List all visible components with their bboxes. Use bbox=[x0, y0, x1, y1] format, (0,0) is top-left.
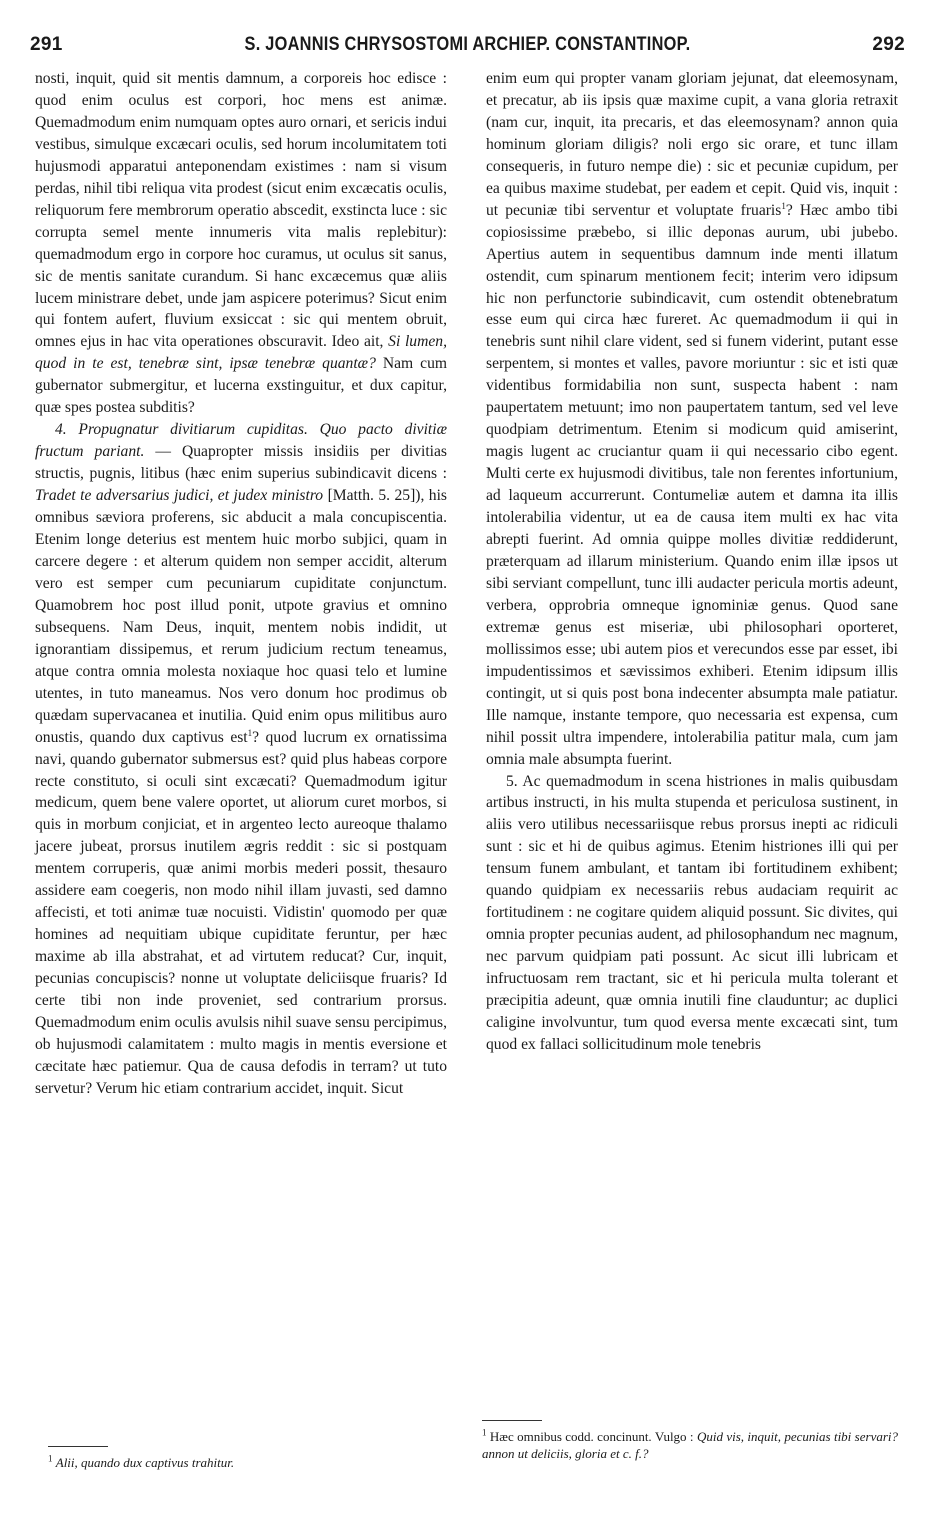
page-number-right: 292 bbox=[872, 34, 905, 55]
right-paragraph-2 bbox=[486, 771, 898, 1056]
footnote-text: Hæc omnibus codd. concinunt. Vulgo : bbox=[489, 1429, 697, 1444]
section-heading: 4. Propugnatur divitiarum cupiditas. Quo pacto divitiæ fructum pariant. bbox=[35, 421, 447, 461]
text-run: enim eum qui propter vanam gloriam jejunat, dat eleemosynam, et precatur, ab iis ipsis quæ maxime cupit, a vana gloria retraxit (nam cur, inquit, ita precaris, et das eleemosynam? annon quia hominum gloriam diligis? noli ergo sic orare, et tunc illam consequeris, in futuro nempe die) : sic et pecuniæ cupidum, per ea quibus maxime studebat, per eadem et cepit. Quid vis, inquit : ut pecuniæ tibi serventur et voluptate fruaris bbox=[486, 70, 898, 219]
text-run: nosti, inquit, quid sit mentis damnum, a corporeis hoc edisce : quod enim oculus est corpori, hoc mens est animæ. Quemadmodum enim numquam optes auro ornari, et sericis indui vestibus, simulque excæcari oculis, sed horum incolumitatem toti hujusmodi apparatui anteponendam existimes : nam si visum perdas, nihil tibi reliqua vita prodest (sicut enim excæcatis oculis, reliquorum fere membrorum operatio abscedit, exstincta luce : sic corrupta semel mente innumeris vita malis replebitur): quemadmodum ergo in corpore hoc curamus, ut oculus sit sanus, sic de mentis sanitate curandum. Si hanc excæcemus quæ aliis lucem ministrare debet, unde jam aspicere poterimus? Sicut enim qui fontem aufert, fluvium exsiccat : sic qui mentem obruit, omnes ejus in hac vita operationes obscuravit. Ideo ait, bbox=[35, 70, 447, 351]
page-number-left: 291 bbox=[30, 34, 63, 55]
footnote-marker: 1 bbox=[781, 200, 786, 211]
footnote-marker: 1 bbox=[48, 1453, 53, 1464]
left-column bbox=[35, 68, 447, 1100]
footnote-marker: 1 bbox=[482, 1427, 487, 1438]
footnote-right bbox=[482, 1428, 898, 1462]
text-run: ? quod lucrum ex ornatissima navi, quando gubernator submersus est? quid plus habeas corpore recte constituto, si oculi sint excæcati? Quemadmodum igitur medicum, quem bene valere oportet, ut aliorum curet morbos, si quis in morbum conjiciat, et in argenteo lecto aureoque thalamo jacere jubeat, prorsus inutilem ægris reddit : sic si postquam mentem corruperis, quæ animi morbis mederi possit, thesauro assidere eam coegeris, non modo nihil illam juvasti, sed damno affecisti, et toti animæ tuæ nocuisti. Vidistin' quomodo per quæ homines ad nequitiam ubique cupiditate feruntur, per hæc maxime ab illa abstrahat, et ad virtutem reducat? Cur, inquit, pecunias concupiscis? nonne ut voluptate deliciisque fruaris? Id certe tibi non inde proveniet, sed contrarium prorsus. Quemadmodum enim oculis avulsis nihil suave sensu percipimus, ob hujusmodi calamitatem : multo magis in mentis eversione et cæcitate hæc patiemur. Qua de causa defodis in terram? ut tuto servetur? Verum hic etiam contrarium accidet, inquit. Sicut bbox=[35, 728, 447, 1097]
footnote-rule-right bbox=[482, 1420, 542, 1421]
left-paragraph-1 bbox=[35, 68, 447, 419]
text-run: — Quapropter missis insidiis per divitias structis, pugnis, litibus (hæc enim superius subindicavit dicens : bbox=[35, 443, 447, 483]
running-title: S. JOANNIS CHRYSOSTOMI ARCHIEP. CONSTANTINOP. bbox=[244, 34, 691, 55]
footnote-marker: 1 bbox=[247, 727, 253, 738]
right-paragraph-1 bbox=[486, 68, 898, 771]
text-run: Nam cum gubernator submergitur, et lucerna exstinguitur, et dux capitur, quæ spes postea subditis? bbox=[35, 355, 447, 417]
footnote-variant: Quid vis, inquit, pecunias tibi servari? annon ut deliciis, gloria et c. f.? bbox=[482, 1429, 899, 1461]
left-paragraph-2 bbox=[35, 419, 447, 1100]
scripture-quote: Tradet te adversarius judici, et judex ministro bbox=[35, 487, 324, 505]
footnote-text: Alii, quando dux captivus trahitur. bbox=[55, 1455, 235, 1470]
text-run: ), his omnibus sæviora proferens, sic abducit a mala concupiscentia. Etenim longe deterius est mentem huic morbo subjici, quam in carcere degere : et alterum quidem non semper accidit, alterum vero est semper cum pecuniarum cupiditate conjunctum. Quamobrem hoc post illud ponit, utpote gravius et omnino subsequens. Nam Deus, inquit, mentem nobis indidit, ut ignorantiam dissipemus, et rerum judicium rectum teneamus, atque contra omnia molesta noxiaque hoc quasi telo et lumine utentes, in tuto maneamus. Nos vero donum hoc prodimus ob quædam supervacanea et inutilia. Quid enim opus militibus auro onustis, quando dux captivus est bbox=[35, 487, 447, 746]
running-header bbox=[30, 26, 905, 60]
footnote-left bbox=[48, 1454, 438, 1471]
footnote-rule-left bbox=[48, 1446, 108, 1447]
text-run: 5. Ac quemadmodum in scena histriones in malis quibusdam artibus instructi, in his multa stupenda et periculosa sustinent, in aliis vero utilibus necessariisque rebus prorsus inepti ac ridiculi sunt : sic et hi de quibus agimus. Etenim histriones illi qui per tensum funem ambulant, et tantam ibi fortitudinem exhibent; quando quidpiam ex necessariis rebus audaciam requirit ac fortitudinem : ne cogitare quidem aliquid possunt. Sic divites, qui omnia propter pecunias audent, ad philosophandum nec magnum, nec parvum quidpiam pati possunt. Ac sicut illi lubricam et infructuosam rem tractant, sic et hi pericula multa tolerant et præcipitia adeunt, quæ omnia inutili fine clauduntur; ac duplici caligine involvuntur, tum quod eversa mente excæcati sint, tum quod ex fallaci sollicitudinum mole tenebris bbox=[486, 772, 898, 1053]
scripture-quote: Si lumen, quod in te est, tenebræ sint, ipsæ tenebræ quantæ? bbox=[35, 333, 447, 373]
text-run: ? Hæc ambo tibi copiosissime præbebo, si illic deponas aurum, ubi jubebo. Apertius autem in sequentibus damnum inde menti illatum ostendit, cum spinarum mentionem fecit; interim vero idipsum hic non perfunctorie subindicavit, cum ostendit obtenebratum esse eum qui circa hæc fureret. Ac quemadmodum ii qui in tenebris sunt nihil clare vident, sed si funem viderint, putant esse serpentem, si montes et valles, pavore moriuntur : sic et isti quæ videntibus formidabilia non sunt, suspecta habent : nam paupertatem metuunt; imo non paupertatem tantum, sed vel leve quodpiam detrimentum. Etenim si modicum quid amiserint, magis lugent ac cruciantur quam ii qui necessario cibo egent. Multi certe ex hujusmodi divitibus, tale non ferentes infortunium, ad laqueum accurrerunt. Contumeliæ autem et damna ita illis intolerabilia videntur, ut ea de causa item multi ex hac vita abrepti fuerint. Ad omnia quippe molles divitiæ reddiderunt, præterquam ad illarum ministerium. Quando enim illæ ipsos ut sibi serviant compellunt, tunc illi audacter pericula mortis adeunt, verbera, opprobria omneque ignominiæ genus. Quod sane extremæ genus est miseriæ, ubi philosophari oporteret, mollissimos esse; ubi autem pios et verecundos esse par esset, ibi impudentissimos et sævissimos exhiberi. Etenim idipsum illis contingit, ut si quis post bona indecenter absumpta male patiatur. Ille namque, instante tempore, quo necessaria est expensa, cum nihil possit ultra impendere, intolerabilia patitur mala, cum jam omnia male absumpta fuerint. bbox=[486, 201, 899, 768]
scripture-reference: [Matth. 5. 25] bbox=[327, 487, 416, 505]
right-column bbox=[486, 68, 898, 1056]
